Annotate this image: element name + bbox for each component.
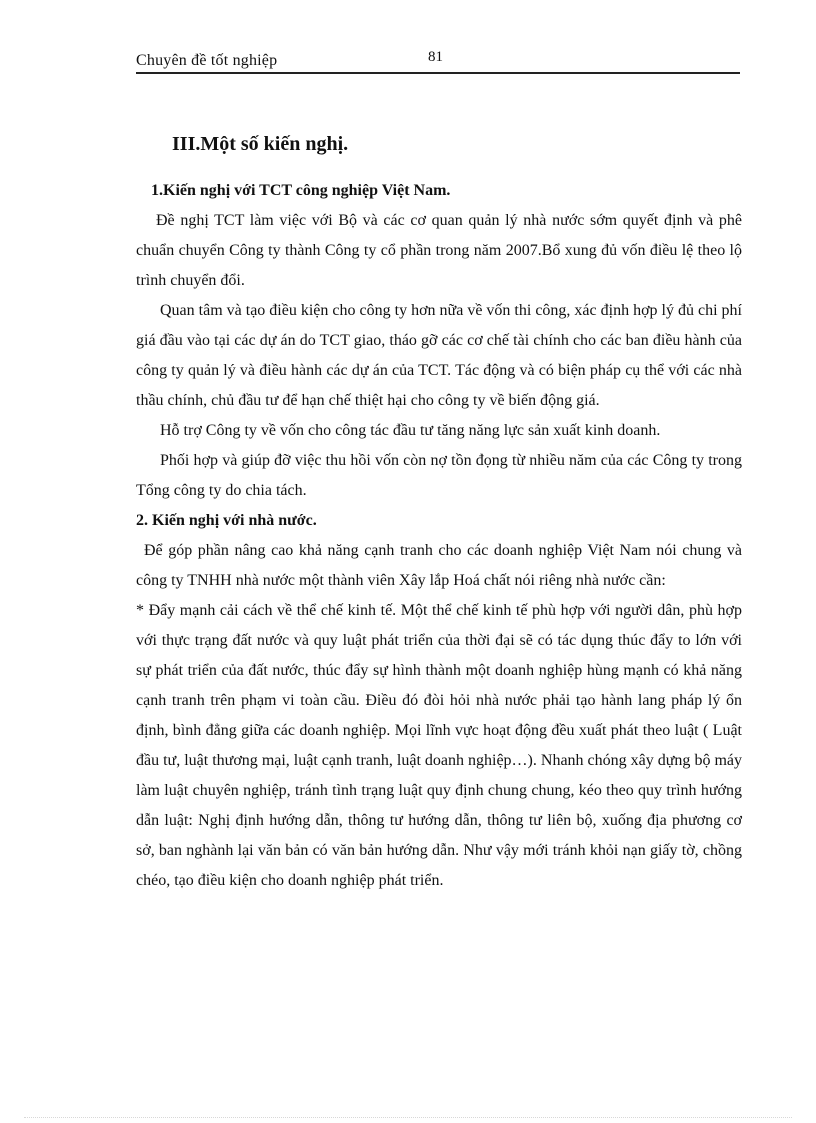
- page-header: [136, 46, 740, 74]
- paragraph: Quan tâm và tạo điều kiện cho công ty hơn nữa về vốn thi công, xác định hợp lý đủ chi phí giá đầu vào tại các dự án do TCT giao, tháo gỡ các cơ chế tài chính cho các ban điều hành của công ty quản lý và điều hành các dự án của TCT. Tác động và có biện pháp cụ thể với các nhà thầu chính, chủ đầu tư để hạn chế thiệt hại cho công ty về biến động giá.: [136, 302, 742, 409]
- subsection-heading-state: 2. Kiến nghị với nhà nước.: [136, 512, 317, 529]
- subsection-heading-tct: 1.Kiến nghị với TCT công nghiệp Việt Nam.: [151, 182, 451, 199]
- section-title: III.Một số kiến nghị.: [172, 133, 349, 155]
- paragraph: * Đẩy mạnh cải cách về thể chế kinh tế. Một thể chế kinh tế phù hợp với người dân, phù hợp với thực trạng đất nước và quy luật phát triển của thời đại sẽ có tác dụng thúc đẩy to lớn với sự phát triển của đất nước, thúc đẩy sự hình thành một doanh nghiệp hùng mạnh có khả năng cạnh tranh trên phạm vi toàn cầu. Điều đó đòi hỏi nhà nước phải tạo hành lang pháp lý ổn định, bình đẳng giữa các doanh nghiệp. Mọi lĩnh vực hoạt động đều xuất phát theo luật ( Luật đầu tư, luật thương mại, luật cạnh tranh, luật doanh nghiệp…). Nhanh chóng xây dựng bộ máy làm luật chuyên nghiệp, tránh tình trạng luật quy định chung chung, kéo theo quy trình hướng dẫn luật: Nghị định hướng dẫn, thông tư hướng dẫn, thông tư liên bộ, xuống địa phương cơ sở, ban nghành lại văn bản có văn bản hướng dẫn. Như vậy mới tránh khỏi nạn giấy tờ, chồng chéo, tạo điều kiện cho doanh nghiệp phát triển.: [136, 602, 742, 889]
- paragraph: Hỗ trợ Công ty về vốn cho công tác đầu tư tăng năng lực sản xuất kinh doanh.: [160, 422, 661, 439]
- paragraph: Phối hợp và giúp đỡ việc thu hồi vốn còn nợ tồn đọng từ nhiều năm của các Công ty trong Tổng công ty do chia tách.: [136, 452, 742, 499]
- page-number: 81: [428, 49, 443, 65]
- page-bottom-divider: [24, 1117, 792, 1118]
- paragraph: Để góp phần nâng cao khả năng cạnh tranh cho các doanh nghiệp Việt Nam nói chung và công ty TNHH nhà nước một thành viên Xây lắp Hoá chất nói riêng nhà nước cần:: [136, 542, 742, 589]
- header-title: Chuyên đề tốt nghiệp: [136, 52, 278, 69]
- paragraph: Đề nghị TCT làm việc với Bộ và các cơ quan quản lý nhà nước sớm quyết định và phê chuẩn chuyển Công ty thành Công ty cổ phần trong năm 2007.Bổ xung đủ vốn điều lệ theo lộ trình chuyển đổi.: [136, 212, 742, 289]
- document-body: [136, 130, 742, 896]
